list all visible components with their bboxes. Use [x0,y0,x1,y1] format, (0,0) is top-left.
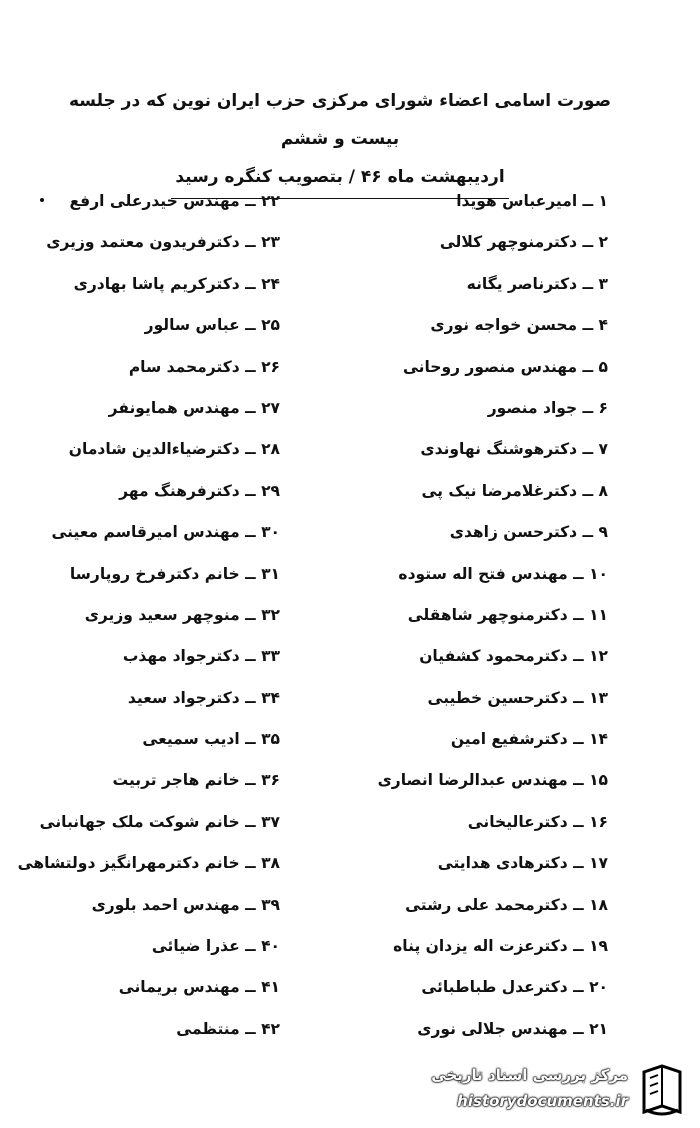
list-item: ۳۸ ــ خانم دکترمهرانگیز دولتشاهی [17,854,280,873]
list-item: ۳۶ ــ خانم هاجر تربیت [112,771,280,790]
list-item: ۴۱ ــ مهندس بریمانی [118,978,280,997]
list-item: ۶ ــ جواد منصور [487,398,608,417]
document-header [60,82,620,199]
list-item: ۲۰ ــ دکترعدل طباطبائی [421,978,608,997]
list-item: ۷ ــ دکترهوشنگ نهاوندی [420,440,608,459]
list-item: ۹ ــ دکترحسن زاهدی [449,523,608,542]
list-item: ۴۲ ــ منتظمی [176,1019,280,1038]
watermark-name: مرکز بررسی اسناد تاریخی [431,1066,628,1084]
list-item: ۲۷ ــ مهندس همایونفر [108,398,280,417]
list-item: ۲۳ ــ دکترفریدون معتمد وزیری [46,233,280,252]
book-logo-icon [638,1062,686,1118]
list-item: ۲۸ ــ دکترضیاءالدین شادمان [68,440,280,459]
watermark-url[interactable]: historydocuments.ir [457,1092,628,1110]
list-item: ۳۲ ــ منوچهر سعید وزیری [84,605,280,624]
list-item: ۳۰ ــ مهندس امیرقاسم معینی [51,523,280,542]
list-item: ۸ ــ دکترغلامرضا نیک پی [421,481,608,500]
list-item: ۳۱ ــ خانم دکترفرخ روپارسا [69,564,280,583]
list-item: ۱۲ ــ دکترمحمود کشفیان [419,647,608,666]
list-item: ۱۸ ــ دکترمحمد علی رشتی [405,895,608,914]
list-item: ۲۵ ــ عباس سالور [144,316,280,335]
list-item: ۵ ــ مهندس منصور روحانی [402,357,608,376]
members-list-left [10,188,280,1057]
list-item: ۱۹ ــ دکترعزت اله یزدان پناه [393,937,608,956]
list-item: ۳۴ ــ دکترجواد سعید [127,688,280,707]
list-item: ۱۷ ــ دکترهادی هدایتی [437,854,608,873]
list-item: ۱ ــ امیرعباس هویدا [456,192,608,210]
list-item: ۱۱ ــ دکترمنوچهر شاهقلی [407,605,608,624]
list-item: ۲۱ ــ مهندس جلالی نوری [417,1019,608,1038]
header-line-1: صورت اسامی اعضاء شورای مرکزی حزب ایران نوین که در جلسه بیست و ششم [68,91,612,149]
watermark [386,1058,686,1122]
header-line-2: اردیبهشت ماه ۴۶ / بتصویب کنگره رسید [171,158,508,199]
list-item: ۳۳ ــ دکترجواد مهذب [122,647,280,666]
list-item: ۳۷ ــ خانم شوکت ملک جهانبانی [39,812,280,831]
list-item: ۱۰ ــ مهندس فتح اله ستوده [398,564,608,583]
list-item: ۱۳ ــ دکترحسین خطیبی [427,688,608,707]
list-item: ۳۹ ــ مهندس احمد بلوری [91,895,280,914]
list-item: ۱۵ ــ مهندس عبدالرضا انصاری [377,771,608,790]
list-item: ۳۵ ــ ادیب سمیعی [142,730,280,749]
members-list-right [308,188,608,1057]
list-item: ۲۹ ــ دکترفرهنگ مهر [119,481,280,500]
list-item: ۱۴ ــ دکترشفیع امین [450,730,608,749]
list-item: ۲۴ ــ دکترکریم پاشا بهادری [73,274,280,293]
list-item: ۲۲ ــ مهندس حیدرعلی ارفع [69,192,280,210]
list-item: ۱۶ ــ دکترعالیخانی [467,812,608,831]
list-item: ۲ ــ دکترمنوچهر کلالی [439,233,608,252]
list-item: ۴ ــ محسن خواجه نوری [430,316,608,335]
list-item: ۲۶ ــ دکترمحمد سام [128,357,280,376]
list-item: ۳ ــ دکترناصر یگانه [466,274,608,293]
list-item: ۴۰ ــ عذرا ضیائی [151,937,280,956]
